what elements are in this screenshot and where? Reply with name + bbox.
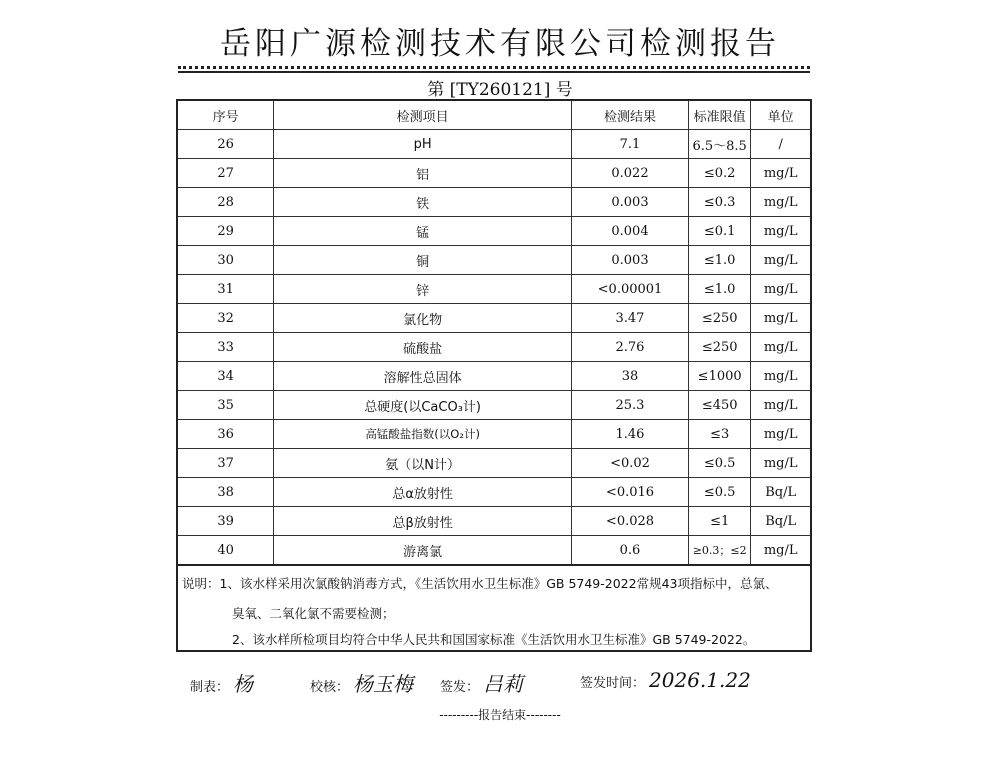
report-title: 岳阳广源检测技术有限公司检测报告	[220, 26, 780, 62]
header-item: 检测项目	[274, 100, 572, 130]
table-row	[177, 333, 811, 362]
issue-date-label: 签发时间：	[580, 676, 646, 691]
cell-result: 0.004	[571, 217, 688, 246]
results-table	[176, 99, 812, 566]
cell-seq: 26	[177, 130, 274, 159]
reviewed-label: 校核：	[310, 680, 350, 695]
cell-unit: /	[751, 130, 811, 159]
cell-limit: ≤0.1	[689, 217, 751, 246]
cell-limit: ≤1	[689, 507, 751, 536]
cell-item: 氯化物	[274, 304, 572, 333]
cell-seq: 30	[177, 246, 274, 275]
cell-unit: mg/L	[751, 362, 811, 391]
cell-result: <0.00001	[571, 275, 688, 304]
cell-limit: 6.5～8.5	[689, 130, 751, 159]
title-solid-rule	[178, 71, 810, 73]
table-row	[177, 420, 811, 449]
prepared-label: 制表：	[190, 680, 230, 695]
header-unit: 单位	[751, 100, 811, 130]
cell-seq: 40	[177, 536, 274, 566]
table-row	[177, 275, 811, 304]
cell-seq: 33	[177, 333, 274, 362]
cell-unit: Bq/L	[751, 478, 811, 507]
table-row	[177, 246, 811, 275]
cell-result: 38	[571, 362, 688, 391]
cell-unit: mg/L	[751, 159, 811, 188]
header-limit: 标准限值	[689, 100, 751, 130]
cell-limit: ≤450	[689, 391, 751, 420]
cell-limit: ≤0.5	[689, 478, 751, 507]
cell-seq: 35	[177, 391, 274, 420]
cell-seq: 32	[177, 304, 274, 333]
cell-limit: ≤3	[689, 420, 751, 449]
table-row	[177, 449, 811, 478]
cell-result: 0.6	[571, 536, 688, 566]
cell-item: 硫酸盐	[274, 333, 572, 362]
cell-seq: 31	[177, 275, 274, 304]
cell-result: 1.46	[571, 420, 688, 449]
note-line-3: 2、该水样所检项目均符合中华人民共和国国家标准《生活饮用水卫生标准》GB 5749-2022。	[232, 632, 756, 647]
table-row	[177, 536, 811, 566]
cell-unit: mg/L	[751, 536, 811, 566]
cell-limit: ≤1.0	[689, 275, 751, 304]
table-row	[177, 159, 811, 188]
cell-seq: 28	[177, 188, 274, 217]
cell-item: 铝	[274, 159, 572, 188]
cell-seq: 29	[177, 217, 274, 246]
cell-result: 0.022	[571, 159, 688, 188]
cell-limit: ≤0.3	[689, 188, 751, 217]
cell-item: 铜	[274, 246, 572, 275]
reviewed-signature: 杨玉梅	[353, 672, 414, 696]
cell-seq: 36	[177, 420, 274, 449]
table-row	[177, 478, 811, 507]
notes-box	[176, 566, 812, 652]
cell-item: 总β放射性	[274, 507, 572, 536]
cell-result: 7.1	[571, 130, 688, 159]
table-row	[177, 391, 811, 420]
cell-unit: mg/L	[751, 420, 811, 449]
cell-result: 2.76	[571, 333, 688, 362]
cell-item: pH	[274, 130, 572, 159]
cell-result: 0.003	[571, 188, 688, 217]
reviewed-by	[310, 668, 413, 697]
approved-signature: 吕莉	[483, 672, 524, 696]
cell-result: <0.016	[571, 478, 688, 507]
cell-limit: ≤0.5	[689, 449, 751, 478]
table-header-row	[177, 100, 811, 130]
cell-item: 总α放射性	[274, 478, 572, 507]
cell-unit: Bq/L	[751, 507, 811, 536]
cell-limit: ≤250	[689, 333, 751, 362]
header-result: 检测结果	[571, 100, 688, 130]
table-row	[177, 362, 811, 391]
table-row	[177, 130, 811, 159]
cell-seq: 37	[177, 449, 274, 478]
issue-date	[580, 668, 751, 692]
cell-result: 3.47	[571, 304, 688, 333]
cell-unit: mg/L	[751, 449, 811, 478]
cell-unit: mg/L	[751, 246, 811, 275]
table-row	[177, 507, 811, 536]
cell-result: <0.028	[571, 507, 688, 536]
note-line-2: 臭氧、二氧化氯不需要检测；	[232, 606, 395, 621]
header-seq: 序号	[177, 100, 274, 130]
cell-limit: ≤250	[689, 304, 751, 333]
approved-by	[440, 668, 523, 697]
prepared-by	[190, 668, 253, 697]
note-line-1: 说明：1、该水样采用次氯酸钠消毒方式，《生活饮用水卫生标准》GB 5749-2022常规43项指标中，总氯、	[182, 576, 778, 591]
cell-seq: 34	[177, 362, 274, 391]
cell-limit: ≤1.0	[689, 246, 751, 275]
table-row	[177, 217, 811, 246]
cell-item: 溶解性总固体	[274, 362, 572, 391]
prepared-signature: 杨	[233, 672, 254, 696]
cell-item: 锌	[274, 275, 572, 304]
report-end: ---------报告结束--------	[439, 708, 561, 722]
cell-unit: mg/L	[751, 275, 811, 304]
cell-unit: mg/L	[751, 217, 811, 246]
table-row	[177, 188, 811, 217]
cell-unit: mg/L	[751, 188, 811, 217]
cell-item: 游离氯	[274, 536, 572, 566]
cell-item: 总硬度(以CaCO₃计)	[274, 391, 572, 420]
cell-unit: mg/L	[751, 333, 811, 362]
approved-label: 签发：	[440, 680, 480, 695]
cell-limit: ≤0.2	[689, 159, 751, 188]
cell-seq: 38	[177, 478, 274, 507]
cell-seq: 27	[177, 159, 274, 188]
cell-result: 0.003	[571, 246, 688, 275]
cell-limit: ≤1000	[689, 362, 751, 391]
cell-unit: mg/L	[751, 391, 811, 420]
cell-item: 高锰酸盐指数(以O₂计)	[274, 420, 572, 449]
cell-result: 25.3	[571, 391, 688, 420]
cell-item: 氨（以N计）	[274, 449, 572, 478]
cell-unit: mg/L	[751, 304, 811, 333]
cell-item: 锰	[274, 217, 572, 246]
cell-limit: ≥0.3；≤2	[689, 536, 751, 566]
cell-seq: 39	[177, 507, 274, 536]
issue-date-value: 2026.1.22	[649, 668, 751, 692]
cell-result: <0.02	[571, 449, 688, 478]
report-number: 第 [TY260121] 号	[427, 80, 573, 100]
table-row	[177, 304, 811, 333]
cell-item: 铁	[274, 188, 572, 217]
